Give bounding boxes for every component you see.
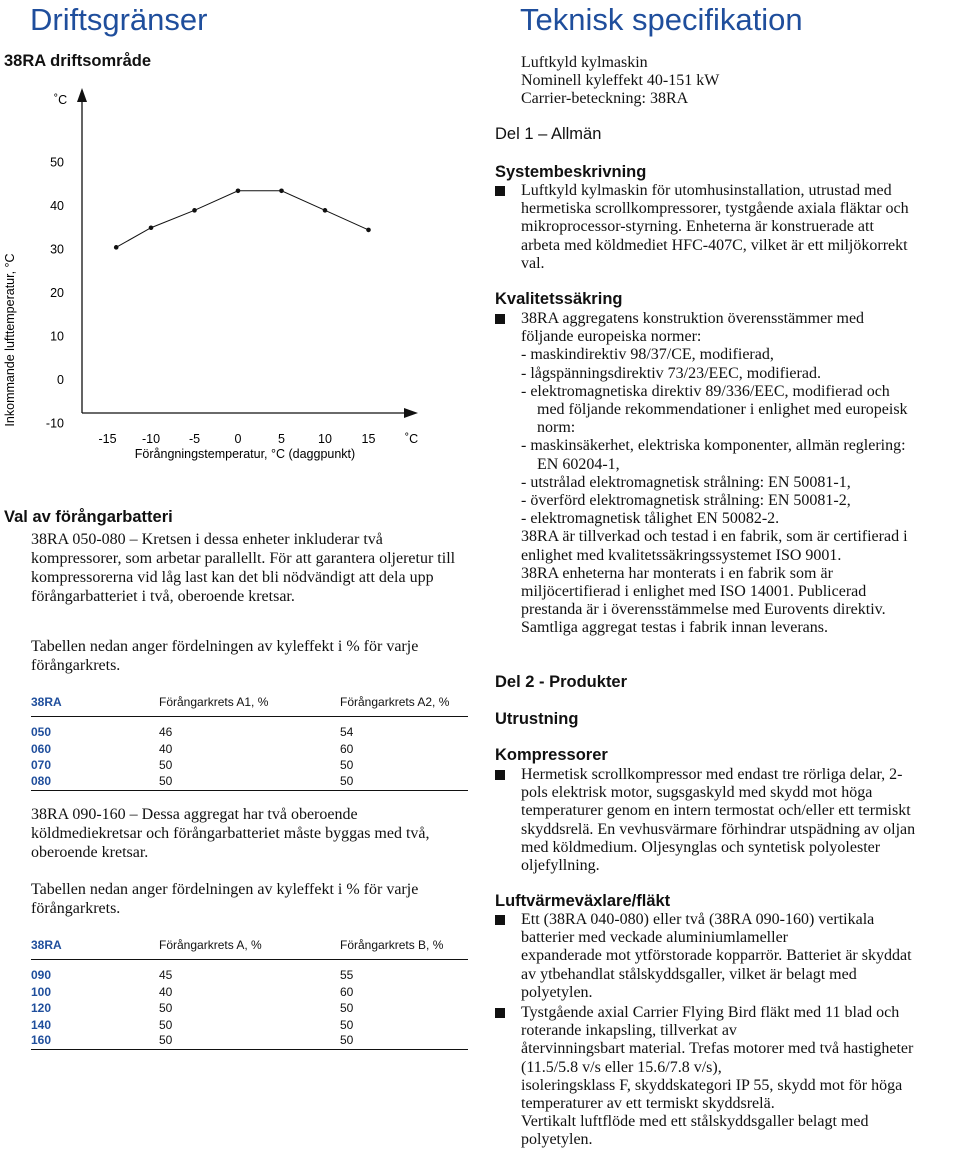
y-tick-label: 10 [50, 329, 64, 344]
cell-a1: 40 [159, 741, 173, 756]
text-line: 38RA enheterna har monterats i en fabrik som är [521, 564, 833, 582]
cell-a1: 50 [159, 774, 340, 791]
table-row [31, 741, 468, 758]
text-line: 38RA är tillverkad och testad i en fabrik, som är certifierad i [521, 528, 908, 546]
quality-assurance-heading: Kvalitetssäkring [495, 290, 623, 308]
list-item [495, 766, 960, 875]
x-tick-label: 15 [361, 432, 376, 446]
quality-assurance-list [495, 310, 960, 640]
data-point [366, 228, 371, 233]
text-line: - maskindirektiv 98/37/CE, modifierad, [521, 346, 774, 364]
cell-model: 160 [31, 1033, 159, 1050]
cell-a1: 50 [159, 758, 173, 773]
text-line: batterier med veckade aluminiumlameller [521, 929, 788, 947]
equipment-heading: Utrustning [495, 710, 579, 728]
list-item [495, 182, 960, 273]
cell-model: 120 [31, 1001, 52, 1016]
text-line: Ett (38RA 040-080) eller två (38RA 090-160) vertikala [521, 911, 875, 928]
part-2-heading: Del 2 - Produkter [495, 673, 628, 691]
text-line: temperaturer genom en intern termostat och/eller ett termiskt [521, 802, 911, 820]
paragraph-table-intro-1: Tabellen nedan anger fördelningen av kyleffekt i % för varje förångarkrets. [31, 638, 419, 674]
x-tick-label: 0 [234, 432, 242, 446]
x-tick-label: 10 [318, 432, 332, 446]
list-item [495, 1004, 960, 1150]
text-line: polyetylen. [521, 1131, 593, 1149]
text-line: mikroprocessor-styrning. Enheterna är konstruerade att [521, 218, 874, 236]
table-row [31, 984, 468, 1001]
table-row [31, 774, 468, 791]
model-range: 38RA 050-080 [31, 531, 126, 548]
x-axis-label: Förångningstemperatur, °C (daggpunkt) [134, 447, 356, 461]
text-line: Luftkyld kylmaskin för utomhusinstallation, utrustad med [521, 182, 892, 199]
text-line: hermetiska scrollkompressorer, tystgående axiala fläktar och [521, 200, 909, 218]
cell-model: 070 [31, 758, 52, 773]
cell-a: 50 [159, 1033, 340, 1050]
compressors-heading: Kompressorer [495, 746, 608, 764]
x-tick-label: -10 [141, 432, 161, 446]
text-line: temperaturer av ett termiskt skyddsrelä. [521, 1095, 775, 1113]
intro-line: Carrier-beteckning: 38RA [521, 90, 689, 107]
evaporator-circuit-table-2 [31, 935, 468, 1050]
text-line: - utstrålad elektromagnetisk strålning: EN 50081-1, [521, 473, 851, 491]
evaporator-circuit-table-1 [31, 692, 468, 791]
section-heading-val: Val av förångarbatteri [4, 508, 173, 526]
right-page-title: Teknisk specifikation [520, 2, 803, 37]
text-line: - maskinsäkerhet, elektriska komponenter, allmän reglering: [521, 437, 906, 455]
text-line: arbeta med köldmediet HFC-407C, vilket är ett miljökorrekt [521, 236, 908, 254]
y-tick-label: 50 [50, 155, 64, 170]
text-line: (11.5/5.8 v/s eller 15.6/7.8 v/s), [521, 1058, 722, 1076]
text-line: återvinningsbart material. Trefas motorer med två hastigheter [521, 1040, 914, 1058]
y-axis-unit: ˚C [54, 93, 68, 107]
table-row [31, 1000, 468, 1017]
text-line: - överförd elektromagnetisk strålning: EN 50081-2, [521, 492, 851, 510]
x-axis-arrow [404, 408, 418, 418]
text-line: oljefyllning. [521, 857, 600, 875]
table-row [31, 1017, 468, 1034]
table-row [31, 1033, 468, 1050]
text-line: Tystgående axial Carrier Flying Bird fläkt med 11 blad och [521, 1004, 900, 1022]
cell-a1: 46 [159, 725, 173, 740]
cell-a2: 50 [340, 774, 468, 791]
table-header: Förångarkrets A1, % [159, 692, 340, 716]
cell-model: 140 [31, 1017, 52, 1032]
table-header: Förångarkrets B, % [340, 935, 468, 959]
y-axis-label: Inkommande lufttemperatur, °C [3, 253, 17, 427]
series-line [116, 191, 368, 248]
x-axis-unit: ˚C [405, 432, 419, 446]
cell-b: 50 [340, 1033, 468, 1050]
bullet-icon [495, 186, 505, 196]
left-page-title: Driftsgränser [30, 2, 208, 37]
y-axis-arrow [77, 88, 87, 102]
cell-b: 60 [340, 984, 354, 999]
cell-model: 090 [31, 968, 52, 983]
text-line: Vertikalt luftflöde med ett stålskyddsgaller belagt med [521, 1113, 869, 1131]
text-line: Hermetisk scrollkompressor med endast tre rörliga delar, 2- [521, 766, 903, 783]
bullet-icon [495, 314, 505, 324]
text-line: prestanda är i överensstämmelse med Eurovents direktiv. [521, 601, 886, 619]
system-description-heading: Systembeskrivning [495, 163, 647, 181]
intro-block [521, 54, 719, 108]
table-header: 38RA [31, 935, 159, 959]
y-tick-label: 30 [50, 242, 64, 257]
cell-a2: 50 [340, 758, 354, 773]
list-item [495, 911, 960, 1002]
x-tick-label: -5 [188, 432, 201, 446]
text-line: expanderade mot ytförstorade kopparrör. Batteriet är skyddat [521, 947, 912, 965]
text-line: EN 60204-1, [537, 455, 620, 473]
text-line: - elektromagnetisk tålighet EN 50082-2. [521, 510, 780, 528]
paragraph-text: – Dessa aggregat har två oberoende köldmediekretsar och förångarbatteriet måste byggas med två, oberoende kretsar. [31, 806, 430, 861]
data-point [279, 188, 284, 193]
bullet-icon [495, 770, 505, 780]
text-line: 38RA aggregatens konstruktion överensstämmer med [521, 310, 865, 327]
text-line: miljöcertifierad i enlighet med ISO 14001. Publicerad [521, 583, 867, 601]
cell-model: 060 [31, 741, 52, 756]
text-line: följande europeiska normer: [521, 328, 702, 346]
text-line: pols elektrisk motor, sugsgaskyld med skydd mot höga [521, 784, 873, 802]
text-line: norm: [537, 419, 576, 437]
cell-a: 50 [159, 1017, 173, 1032]
text-line: av ytbehandlat stålskyddsgaller, vilket är belagt med [521, 965, 857, 983]
table-header: Förångarkrets A, % [159, 935, 340, 959]
paragraph-050-080 [31, 530, 461, 606]
text-line: - lågspänningsdirektiv 73/23/EEC, modifierad. [521, 364, 821, 382]
x-tick-label: 5 [278, 432, 285, 446]
cell-b: 50 [340, 1001, 354, 1016]
paragraph-text: – Kretsen i dessa enheter inkluderar två kompressorer, som arbetar parallellt. För att garantera oljeretur till kompressorerna vid låg last kan det bli nödvändigt att dela upp förångarbatteriet i två, oberoende kretsar. [31, 531, 456, 605]
intro-line: Nominell kyleffekt 40-151 kW [521, 72, 720, 89]
cell-a2: 54 [340, 725, 354, 740]
compressors-list [495, 766, 960, 877]
data-point [323, 208, 328, 213]
bullet-icon [495, 1008, 505, 1018]
table-row [31, 967, 468, 984]
y-tick-label: 40 [50, 199, 64, 213]
operating-range-chart [0, 80, 470, 470]
text-line: med köldmedium. Oljesynglas och syntetisk polyolester [521, 838, 881, 856]
data-point [236, 188, 241, 193]
table-row [31, 724, 468, 741]
cell-a: 40 [159, 984, 173, 999]
y-tick-label: 20 [50, 286, 64, 300]
data-point [192, 208, 197, 213]
cell-a: 45 [159, 968, 173, 983]
paragraph-090-160 [31, 805, 461, 862]
cell-a2: 60 [340, 741, 354, 756]
cell-model: 080 [31, 774, 159, 791]
text-line: polyetylen. [521, 983, 593, 1001]
chart-title: 38RA driftsområde [4, 52, 152, 70]
part-1-heading: Del 1 – Allmän [495, 125, 602, 143]
cell-b: 50 [340, 1017, 354, 1032]
table-header: Förångarkrets A2, % [340, 692, 468, 716]
data-point [149, 225, 154, 230]
cell-model: 050 [31, 725, 52, 740]
paragraph-table-intro-2: Tabellen nedan anger fördelningen av kyleffekt i % för varje förångarkrets. [31, 881, 419, 917]
y-tick-label: 0 [57, 373, 64, 387]
text-line: med följande rekommendationer i enlighet med europeisk [537, 401, 908, 419]
list-item [495, 310, 960, 638]
table-row [31, 757, 468, 774]
text-line: skyddsrelä. En vevhusvärmare förhindrar utspädning av oljan [521, 820, 916, 838]
table-header: 38RA [31, 692, 159, 716]
text-line: roterande inkapsling, tillverkat av [521, 1022, 737, 1040]
y-tick-label: -10 [45, 416, 64, 431]
text-line: val. [521, 254, 545, 272]
cell-a: 50 [159, 1001, 173, 1016]
x-tick-label: -15 [98, 432, 117, 446]
cell-b: 55 [340, 968, 354, 983]
data-point [114, 245, 119, 250]
cell-model: 100 [31, 984, 52, 999]
heat-exchanger-fan-list [495, 911, 960, 1150]
system-description-list [495, 182, 960, 275]
model-range: 38RA 090-160 [31, 806, 126, 823]
heat-exchanger-fan-heading: Luftvärmeväxlare/fläkt [495, 892, 671, 910]
text-line: - elektromagnetiska direktiv 89/336/EEC, modifierad och [521, 382, 890, 400]
text-line: Samtliga aggregat testas i fabrik innan leverans. [521, 619, 829, 637]
text-line: isoleringsklass F, skyddskategori IP 55, skydd mot för höga [521, 1076, 903, 1094]
bullet-icon [495, 915, 505, 925]
intro-line: Luftkyld kylmaskin [521, 54, 648, 71]
text-line: enlighet med kvalitetssäkringssystemet ISO 9001. [521, 546, 842, 564]
